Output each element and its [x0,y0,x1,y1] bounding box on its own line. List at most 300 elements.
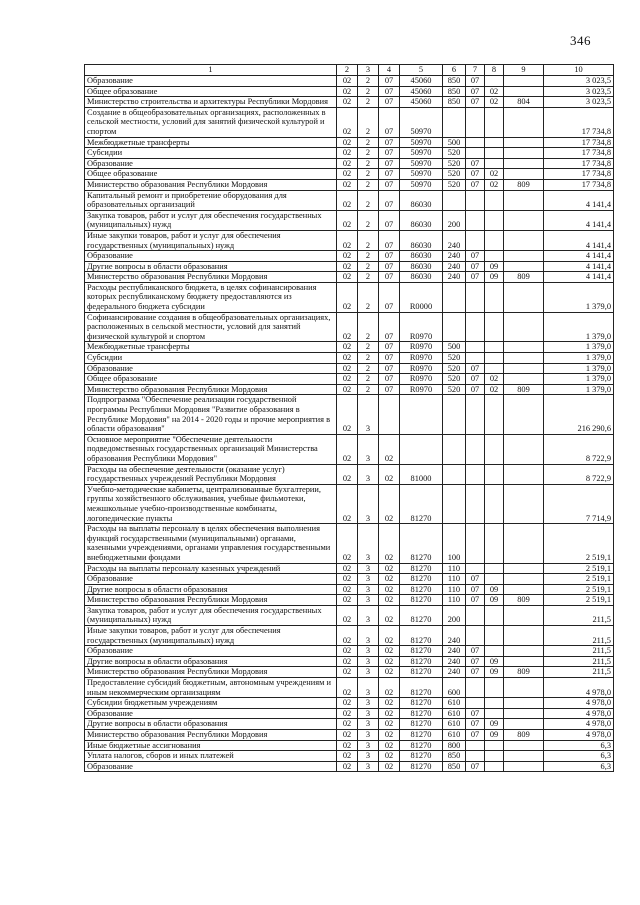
code-5-cell: R0970 [400,363,443,374]
item-name-cell: Образование [85,646,337,657]
code-3-cell: 2 [358,384,379,395]
code-7-cell [466,210,485,230]
code-4-cell: 07 [379,342,400,353]
column-header: 5 [400,65,443,76]
table-row [85,751,614,762]
code-6-cell: 610 [443,719,466,730]
amount-cell: 4 141,4 [544,272,614,283]
code-2-cell: 02 [337,678,358,698]
code-7-cell [466,282,485,312]
table-row [85,698,614,709]
code-2-cell: 02 [337,484,358,523]
code-4-cell: 07 [379,190,400,210]
item-name-cell: Министерство образования Республики Мордовия [85,595,337,606]
code-7-cell: 07 [466,179,485,190]
table-row [85,353,614,364]
code-6-cell: 110 [443,584,466,595]
code-4-cell: 07 [379,251,400,262]
code-2-cell: 02 [337,740,358,751]
code-7-cell [466,107,485,137]
code-6-cell: 610 [443,730,466,741]
code-8-cell: 09 [485,730,504,741]
amount-cell: 17 734,8 [544,179,614,190]
code-2-cell: 02 [337,148,358,159]
code-6-cell: 610 [443,698,466,709]
code-8-cell [485,251,504,262]
code-4-cell: 02 [379,708,400,719]
code-3-cell: 3 [358,730,379,741]
code-5-cell: 81270 [400,730,443,741]
code-6-cell: 240 [443,646,466,657]
code-6-cell: 500 [443,137,466,148]
code-6-cell: 520 [443,353,466,364]
code-5-cell: 81000 [400,464,443,484]
code-3-cell: 2 [358,374,379,385]
code-5-cell: 50970 [400,169,443,180]
amount-cell: 8 722,9 [544,434,614,464]
code-3-cell: 3 [358,464,379,484]
code-8-cell: 02 [485,169,504,180]
code-5-cell: R0000 [400,282,443,312]
item-name-cell: Межбюджетные трансферты [85,137,337,148]
code-6-cell: 100 [443,524,466,563]
code-9-cell [504,107,544,137]
amount-cell: 211,5 [544,667,614,678]
code-8-cell [485,678,504,698]
code-3-cell: 3 [358,656,379,667]
code-7-cell [466,395,485,434]
table-row [85,730,614,741]
code-3-cell: 3 [358,626,379,646]
code-4-cell: 07 [379,179,400,190]
code-2-cell: 02 [337,76,358,87]
code-5-cell: R0970 [400,312,443,342]
code-6-cell: 200 [443,605,466,625]
code-2-cell: 02 [337,595,358,606]
code-2-cell: 02 [337,761,358,772]
code-2-cell: 02 [337,158,358,169]
code-5-cell: 81270 [400,678,443,698]
code-3-cell: 2 [358,342,379,353]
code-5-cell: 81270 [400,761,443,772]
code-3-cell: 2 [358,158,379,169]
code-2-cell: 02 [337,312,358,342]
code-8-cell [485,312,504,342]
table-row [85,342,614,353]
code-5-cell: 45060 [400,76,443,87]
item-name-cell: Министерство образования Республики Мордовия [85,730,337,741]
table-row [85,76,614,87]
amount-cell: 4 978,0 [544,708,614,719]
amount-cell: 7 714,9 [544,484,614,523]
column-header: 1 [85,65,337,76]
code-9-cell [504,574,544,585]
code-3-cell: 3 [358,395,379,434]
amount-cell: 17 734,8 [544,169,614,180]
code-6-cell: 850 [443,97,466,108]
code-3-cell: 2 [358,148,379,159]
code-7-cell: 07 [466,272,485,283]
code-4-cell: 07 [379,97,400,108]
amount-cell: 17 734,8 [544,158,614,169]
column-header: 4 [379,65,400,76]
code-4-cell: 02 [379,740,400,751]
code-9-cell [504,698,544,709]
table-row [85,169,614,180]
code-8-cell: 09 [485,272,504,283]
code-2-cell: 02 [337,524,358,563]
code-8-cell: 02 [485,179,504,190]
code-4-cell: 07 [379,353,400,364]
item-name-cell: Субсидии [85,148,337,159]
code-3-cell: 2 [358,251,379,262]
code-6-cell: 850 [443,751,466,762]
code-9-cell: 804 [504,97,544,108]
amount-cell: 4 978,0 [544,678,614,698]
code-5-cell: 81270 [400,656,443,667]
code-8-cell [485,395,504,434]
code-6-cell: 520 [443,384,466,395]
item-name-cell: Образование [85,574,337,585]
code-8-cell [485,605,504,625]
item-name-cell: Иные закупки товаров, работ и услуг для обеспечения государственных (муниципальных) нужд [85,230,337,250]
code-7-cell [466,678,485,698]
code-2-cell: 02 [337,107,358,137]
code-4-cell: 02 [379,678,400,698]
table-row [85,584,614,595]
code-2-cell: 02 [337,353,358,364]
code-2-cell: 02 [337,605,358,625]
amount-cell: 211,5 [544,626,614,646]
code-5-cell: 81270 [400,595,443,606]
code-5-cell: 81270 [400,719,443,730]
amount-cell: 4 141,4 [544,251,614,262]
code-7-cell [466,312,485,342]
amount-cell: 211,5 [544,646,614,657]
code-7-cell [466,434,485,464]
code-3-cell: 3 [358,563,379,574]
code-2-cell: 02 [337,719,358,730]
table-row [85,708,614,719]
code-8-cell [485,524,504,563]
code-6-cell: 240 [443,230,466,250]
code-9-cell [504,708,544,719]
code-2-cell: 02 [337,563,358,574]
code-2-cell: 02 [337,363,358,374]
table-row [85,158,614,169]
column-header: 7 [466,65,485,76]
item-name-cell: Другие вопросы в области образования [85,656,337,667]
table-row [85,740,614,751]
table-row [85,107,614,137]
table-row [85,148,614,159]
code-4-cell: 07 [379,148,400,159]
code-4-cell: 07 [379,76,400,87]
code-6-cell: 520 [443,148,466,159]
table-row [85,464,614,484]
code-4-cell: 02 [379,464,400,484]
code-2-cell: 02 [337,434,358,464]
column-header: 3 [358,65,379,76]
code-7-cell: 07 [466,158,485,169]
code-2-cell: 02 [337,179,358,190]
code-5-cell: 50970 [400,158,443,169]
code-6-cell [443,312,466,342]
table-row [85,230,614,250]
item-name-cell: Субсидии бюджетным учреждениям [85,698,337,709]
code-5-cell: 81270 [400,646,443,657]
code-5-cell: R0970 [400,384,443,395]
amount-cell: 1 379,0 [544,374,614,385]
code-4-cell: 02 [379,584,400,595]
table-row [85,179,614,190]
code-7-cell: 07 [466,251,485,262]
code-5-cell: 81270 [400,708,443,719]
amount-cell: 2 519,1 [544,595,614,606]
code-2-cell: 02 [337,751,358,762]
code-7-cell: 07 [466,708,485,719]
code-9-cell [504,678,544,698]
code-5-cell: 81270 [400,563,443,574]
item-name-cell: Образование [85,363,337,374]
code-9-cell: 809 [504,272,544,283]
code-8-cell [485,282,504,312]
code-7-cell: 07 [466,363,485,374]
code-7-cell: 07 [466,719,485,730]
amount-cell: 4 141,4 [544,230,614,250]
code-8-cell [485,353,504,364]
code-2-cell: 02 [337,646,358,657]
code-6-cell: 520 [443,169,466,180]
amount-cell: 6,3 [544,751,614,762]
code-4-cell: 02 [379,698,400,709]
code-6-cell [443,190,466,210]
code-5-cell: 45060 [400,86,443,97]
code-4-cell: 07 [379,158,400,169]
item-name-cell: Расходы на выплаты персоналу в целях обеспечения выполнения функций государственными (муниципальными) органами, казенными учреждениями, органами управления государственными внебюджетными фондами [85,524,337,563]
code-8-cell [485,107,504,137]
code-6-cell [443,395,466,434]
item-name-cell: Общее образование [85,86,337,97]
amount-cell: 3 023,5 [544,86,614,97]
code-8-cell [485,708,504,719]
code-8-cell [485,761,504,772]
code-2-cell: 02 [337,86,358,97]
code-3-cell: 3 [358,595,379,606]
code-7-cell: 07 [466,574,485,585]
code-4-cell: 07 [379,230,400,250]
code-3-cell: 2 [358,137,379,148]
table-row [85,395,614,434]
page-number: 346 [570,33,591,48]
code-4-cell: 07 [379,86,400,97]
item-name-cell: Расходы на обеспечение деятельности (оказание услуг) государственных учреждений Республики Мордовия [85,464,337,484]
code-9-cell [504,434,544,464]
code-7-cell [466,751,485,762]
table-row [85,719,614,730]
code-4-cell: 07 [379,312,400,342]
code-6-cell: 240 [443,272,466,283]
code-9-cell [504,761,544,772]
code-3-cell: 3 [358,740,379,751]
code-9-cell: 809 [504,730,544,741]
code-6-cell: 520 [443,363,466,374]
code-5-cell [400,434,443,464]
amount-cell: 4 978,0 [544,698,614,709]
code-9-cell: 809 [504,384,544,395]
code-2-cell: 02 [337,656,358,667]
code-2-cell: 02 [337,210,358,230]
code-3-cell: 2 [358,179,379,190]
code-6-cell: 240 [443,667,466,678]
code-5-cell: 86030 [400,251,443,262]
code-7-cell: 07 [466,656,485,667]
code-8-cell: 09 [485,584,504,595]
code-3-cell: 2 [358,76,379,87]
code-9-cell: 809 [504,667,544,678]
item-name-cell: Другие вопросы в области образования [85,261,337,272]
code-7-cell [466,464,485,484]
code-3-cell: 2 [358,86,379,97]
code-2-cell: 02 [337,730,358,741]
amount-cell: 2 519,1 [544,574,614,585]
code-5-cell: 81270 [400,626,443,646]
code-8-cell [485,342,504,353]
code-9-cell [504,158,544,169]
code-8-cell [485,230,504,250]
code-9-cell [504,484,544,523]
code-2-cell: 02 [337,574,358,585]
amount-cell: 6,3 [544,740,614,751]
amount-cell: 17 734,8 [544,148,614,159]
code-8-cell: 09 [485,261,504,272]
code-6-cell: 850 [443,86,466,97]
code-2-cell: 02 [337,667,358,678]
code-7-cell: 07 [466,761,485,772]
code-7-cell: 07 [466,584,485,595]
code-5-cell: 81270 [400,667,443,678]
code-7-cell [466,563,485,574]
code-6-cell [443,434,466,464]
item-name-cell: Иные бюджетные ассигнования [85,740,337,751]
table-row [85,272,614,283]
code-6-cell: 610 [443,708,466,719]
item-name-cell: Расходы на выплаты персоналу казенных учреждений [85,563,337,574]
code-9-cell [504,169,544,180]
code-3-cell: 2 [358,312,379,342]
code-9-cell [504,656,544,667]
code-9-cell [504,210,544,230]
item-name-cell: Образование [85,158,337,169]
code-5-cell: 86030 [400,261,443,272]
code-4-cell: 02 [379,626,400,646]
table-row [85,86,614,97]
code-6-cell: 850 [443,76,466,87]
amount-cell: 4 141,4 [544,210,614,230]
code-7-cell [466,484,485,523]
code-9-cell [504,605,544,625]
table-row [85,595,614,606]
table-row [85,251,614,262]
code-9-cell [504,395,544,434]
code-9-cell [504,584,544,595]
code-8-cell [485,148,504,159]
amount-cell: 2 519,1 [544,524,614,563]
amount-cell: 1 379,0 [544,312,614,342]
amount-cell: 1 379,0 [544,353,614,364]
amount-cell: 17 734,8 [544,107,614,137]
code-6-cell: 500 [443,342,466,353]
code-6-cell: 110 [443,574,466,585]
code-5-cell: R0970 [400,353,443,364]
code-3-cell: 3 [358,605,379,625]
code-9-cell [504,261,544,272]
code-3-cell: 2 [358,97,379,108]
table-row [85,574,614,585]
amount-cell: 1 379,0 [544,363,614,374]
item-name-cell: Софинансирование создания в общеобразовательных организациях, расположенных в сельской местности, условий для занятий физической культурой и спортом [85,312,337,342]
amount-cell: 1 379,0 [544,282,614,312]
amount-cell: 4 978,0 [544,719,614,730]
code-7-cell [466,190,485,210]
code-7-cell [466,524,485,563]
code-4-cell: 07 [379,137,400,148]
code-4-cell: 02 [379,730,400,741]
code-3-cell: 3 [358,524,379,563]
code-2-cell: 02 [337,698,358,709]
code-3-cell: 2 [358,282,379,312]
item-name-cell: Учебно-методические кабинеты, централизованные бухгалтерии, группы хозяйственного обслуживания, учебные фильмотеки, межшкольные учебно-производственные комбинаты, логопедические пункты [85,484,337,523]
code-7-cell [466,605,485,625]
code-5-cell: 81270 [400,524,443,563]
code-6-cell: 200 [443,210,466,230]
item-name-cell: Министерство образования Республики Мордовия [85,667,337,678]
code-3-cell: 3 [358,678,379,698]
code-4-cell: 02 [379,434,400,464]
table-row [85,563,614,574]
amount-cell: 17 734,8 [544,137,614,148]
amount-cell: 211,5 [544,605,614,625]
code-9-cell [504,312,544,342]
code-7-cell: 07 [466,86,485,97]
code-9-cell [504,251,544,262]
code-9-cell [504,740,544,751]
table-row [85,605,614,625]
table-row [85,667,614,678]
code-2-cell: 02 [337,169,358,180]
code-6-cell: 240 [443,656,466,667]
code-4-cell: 02 [379,656,400,667]
table-row [85,484,614,523]
code-4-cell: 07 [379,169,400,180]
column-header: 9 [504,65,544,76]
item-name-cell: Министерство строительства и архитектуры Республики Мордовия [85,97,337,108]
code-9-cell [504,563,544,574]
amount-cell: 1 379,0 [544,342,614,353]
item-name-cell: Создание в общеобразовательных организациях, расположенных в сельской местности, условий для занятий физической культурой и спортом [85,107,337,137]
code-5-cell: 81270 [400,484,443,523]
code-7-cell [466,740,485,751]
code-2-cell: 02 [337,251,358,262]
header-row [85,65,614,76]
code-4-cell: 02 [379,563,400,574]
code-6-cell: 240 [443,261,466,272]
code-5-cell: 81270 [400,751,443,762]
code-3-cell: 2 [358,107,379,137]
code-6-cell: 800 [443,740,466,751]
code-8-cell: 02 [485,86,504,97]
amount-cell: 216 290,6 [544,395,614,434]
